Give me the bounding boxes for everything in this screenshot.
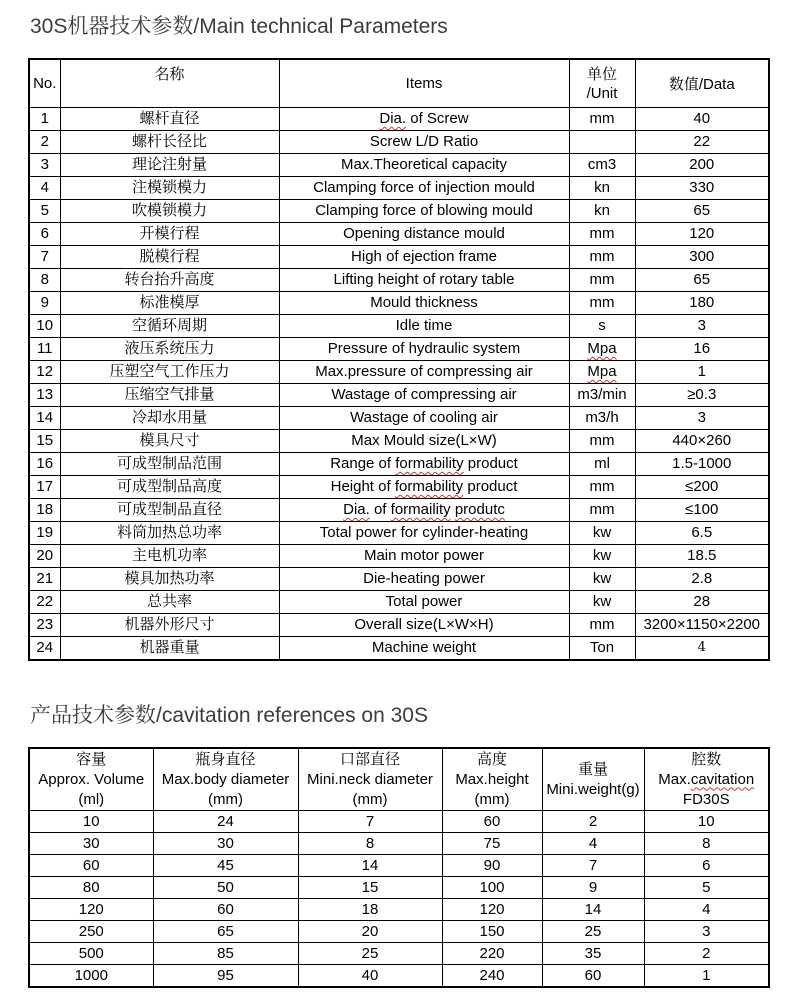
header-line-en: Max.cavitation (658, 770, 755, 788)
cell-item-en: Wastage of cooling air (279, 407, 569, 430)
cell-value: ≤100 (635, 499, 769, 522)
cell-body-diameter: 65 (153, 921, 298, 943)
misspelled-word: Mpa (587, 340, 617, 357)
cell-cavitation: 10 (644, 811, 769, 833)
header-line-en: Approx. Volume (38, 770, 145, 788)
cell-no: 20 (29, 545, 60, 568)
table-row (29, 177, 769, 200)
table-row (29, 131, 769, 154)
header-data: 数值/Data (635, 59, 769, 108)
header-line-en: Max.body diameter (161, 770, 290, 788)
cell-item-en: Pressure of hydraulic system (279, 338, 569, 361)
cell-item-en: Max.pressure of compressing air (279, 361, 569, 384)
cell-unit: kn (569, 200, 635, 223)
cell-name-zh: 料筒加热总功率 (60, 522, 279, 545)
cell-no: 4 (29, 177, 60, 200)
misspelled-word: cavitation (690, 770, 755, 788)
cell-unit: mm (569, 246, 635, 269)
cell-no: 10 (29, 315, 60, 338)
cavitation-references-title: 产品技术参数/cavitation references on 30S (30, 704, 428, 727)
cell-name-zh: 空循环周期 (60, 315, 279, 338)
cell-item-en: Dia. of Screw (279, 108, 569, 131)
cell-no: 18 (29, 499, 60, 522)
cell-body-diameter: 30 (153, 833, 298, 855)
cell-item-en: Idle time (279, 315, 569, 338)
header-no: No. (29, 59, 60, 108)
table-row (29, 499, 769, 522)
table-row (29, 943, 769, 965)
cell-unit: kw (569, 522, 635, 545)
main-table-header-row (29, 59, 769, 108)
main-parameters-table (28, 58, 770, 661)
cell-item-en: Max.Theoretical capacity (279, 154, 569, 177)
cell-volume: 60 (29, 855, 153, 877)
header-col-cavitation (644, 748, 769, 811)
header-items: Items (279, 59, 569, 108)
cell-no: 8 (29, 269, 60, 292)
header-line-zh: 口部直径 (339, 750, 400, 768)
header-unit-en: /Unit (586, 84, 618, 102)
cell-value: 4 (635, 637, 769, 661)
cell-volume: 80 (29, 877, 153, 899)
cell-value: 18.5 (635, 545, 769, 568)
table-row (29, 246, 769, 269)
cell-item-en: High of ejection frame (279, 246, 569, 269)
cell-unit: Ton (569, 637, 635, 661)
cell-body-diameter: 85 (153, 943, 298, 965)
misspelled-word: produtc (454, 501, 505, 518)
cell-unit: kw (569, 568, 635, 591)
cell-cavitation: 2 (644, 943, 769, 965)
cell-no: 22 (29, 591, 60, 614)
cell-value: 22 (635, 131, 769, 154)
cell-weight: 7 (542, 855, 644, 877)
cell-no: 21 (29, 568, 60, 591)
cell-name-zh: 可成型制品高度 (60, 476, 279, 499)
cell-no: 23 (29, 614, 60, 637)
cell-item-en: Range of formability product (279, 453, 569, 476)
cell-no: 15 (29, 430, 60, 453)
cell-name-zh: 理论注射量 (60, 154, 279, 177)
header-line-en: Mini.weight(g) (546, 780, 640, 798)
cell-name-zh: 模具尺寸 (60, 430, 279, 453)
cell-name-zh: 脱模行程 (60, 246, 279, 269)
cell-height: 120 (442, 899, 542, 921)
cell-value: 6.5 (635, 522, 769, 545)
cell-body-diameter: 50 (153, 877, 298, 899)
cell-weight: 4 (542, 833, 644, 855)
cell-unit: mm (569, 476, 635, 499)
cell-volume: 120 (29, 899, 153, 921)
cell-item-en: Main motor power (279, 545, 569, 568)
header-line-sub: FD30S (682, 790, 730, 808)
cell-cavitation: 3 (644, 921, 769, 943)
cell-no: 5 (29, 200, 60, 223)
cell-no: 9 (29, 292, 60, 315)
cell-item-en: Total power (279, 591, 569, 614)
header-line-en: Max.height (455, 770, 529, 788)
cell-name-zh: 机器重量 (60, 637, 279, 661)
cell-name-zh: 可成型制品直径 (60, 499, 279, 522)
cell-unit (569, 361, 635, 384)
cell-name-zh: 开模行程 (60, 223, 279, 246)
table-row (29, 430, 769, 453)
cell-unit: kw (569, 591, 635, 614)
cell-name-zh: 转台抬升高度 (60, 269, 279, 292)
table-row (29, 899, 769, 921)
misspelled-word: Mpa (587, 363, 617, 380)
cell-name-zh: 标准模厚 (60, 292, 279, 315)
cell-item-en: Total power for cylinder-heating (279, 522, 569, 545)
cell-height: 240 (442, 965, 542, 988)
cell-value: 16 (635, 338, 769, 361)
cell-value: 65 (635, 200, 769, 223)
table-row (29, 877, 769, 899)
cell-no: 19 (29, 522, 60, 545)
cell-value: 40 (635, 108, 769, 131)
cell-name-zh: 压缩空气排量 (60, 384, 279, 407)
cell-unit: mm (569, 430, 635, 453)
cell-value: 3200×1150×2200 (635, 614, 769, 637)
misspelled-word: Dia. (343, 501, 370, 518)
cell-cavitation: 1 (644, 965, 769, 988)
cell-weight: 2 (542, 811, 644, 833)
table-row (29, 154, 769, 177)
cell-item-en: Machine weight (279, 637, 569, 661)
cell-body-diameter: 45 (153, 855, 298, 877)
cell-weight: 14 (542, 899, 644, 921)
cell-height: 90 (442, 855, 542, 877)
table-row (29, 338, 769, 361)
cavitation-table-header-row (29, 748, 769, 811)
cell-no: 12 (29, 361, 60, 384)
cell-value: 1 (635, 361, 769, 384)
header-line-zh: 腔数 (691, 750, 722, 768)
main-parameters-title: 30S机器技术参数/Main technical Parameters (30, 15, 448, 38)
table-row (29, 811, 769, 833)
table-row (29, 453, 769, 476)
cell-neck-diameter: 25 (298, 943, 442, 965)
misspelled-word: formability (395, 455, 464, 472)
cell-value: 440×260 (635, 430, 769, 453)
cell-no: 2 (29, 131, 60, 154)
table-row (29, 545, 769, 568)
cell-height: 220 (442, 943, 542, 965)
cell-value: 3 (635, 315, 769, 338)
cell-cavitation: 4 (644, 899, 769, 921)
cell-weight: 35 (542, 943, 644, 965)
cell-weight: 25 (542, 921, 644, 943)
cell-name-zh: 模具加热功率 (60, 568, 279, 591)
header-col-weight (542, 748, 644, 811)
cell-name-zh: 螺杆长径比 (60, 131, 279, 154)
misspelled-word: formaility (390, 501, 451, 518)
table-row (29, 384, 769, 407)
cell-no: 7 (29, 246, 60, 269)
cell-height: 75 (442, 833, 542, 855)
table-row (29, 591, 769, 614)
cell-unit: mm (569, 108, 635, 131)
cell-unit (569, 131, 635, 154)
cell-body-diameter: 60 (153, 899, 298, 921)
cell-unit: cm3 (569, 154, 635, 177)
header-line-sub: (ml) (78, 790, 105, 808)
cell-unit: ml (569, 453, 635, 476)
header-line-zh: 重量 (577, 760, 608, 778)
cell-value: 330 (635, 177, 769, 200)
cell-name-zh: 液压系统压力 (60, 338, 279, 361)
cell-unit: m3/min (569, 384, 635, 407)
cell-neck-diameter: 15 (298, 877, 442, 899)
cell-unit (569, 338, 635, 361)
header-line-sub: (mm) (474, 790, 510, 808)
header-line-zh: 高度 (476, 750, 507, 768)
header-col-height (442, 748, 542, 811)
cell-item-en: Overall size(L×W×H) (279, 614, 569, 637)
table-row (29, 292, 769, 315)
cell-item-en: Mould thickness (279, 292, 569, 315)
cell-unit: kn (569, 177, 635, 200)
table-row (29, 522, 769, 545)
cell-no: 24 (29, 637, 60, 661)
cell-body-diameter: 95 (153, 965, 298, 988)
cell-item-en: Wastage of compressing air (279, 384, 569, 407)
table-row (29, 361, 769, 384)
header-line-sub: (mm) (208, 790, 243, 808)
header-unit (569, 59, 635, 108)
cell-name-zh: 总共率 (60, 591, 279, 614)
cell-neck-diameter: 7 (298, 811, 442, 833)
cell-item-en: Screw L/D Ratio (279, 131, 569, 154)
cell-neck-diameter: 20 (298, 921, 442, 943)
cell-name-zh: 冷却水用量 (60, 407, 279, 430)
cell-unit: mm (569, 614, 635, 637)
cell-neck-diameter: 18 (298, 899, 442, 921)
cell-volume: 30 (29, 833, 153, 855)
cell-volume: 1000 (29, 965, 153, 988)
cell-value: 2.8 (635, 568, 769, 591)
cell-height: 100 (442, 877, 542, 899)
header-unit-zh: 单位 (586, 65, 617, 83)
cell-item-en: Clamping force of blowing mould (279, 200, 569, 223)
cavitation-references-table (28, 747, 770, 988)
cell-no: 17 (29, 476, 60, 499)
table-row (29, 200, 769, 223)
header-col-body-diameter (153, 748, 298, 811)
cell-value: 3 (635, 407, 769, 430)
table-row (29, 476, 769, 499)
cell-no: 1 (29, 108, 60, 131)
cell-item-en: Max Mould size(L×W) (279, 430, 569, 453)
cell-no: 11 (29, 338, 60, 361)
cell-value: 200 (635, 154, 769, 177)
header-col-neck-diameter (298, 748, 442, 811)
cell-cavitation: 8 (644, 833, 769, 855)
cell-name-zh: 主电机功率 (60, 545, 279, 568)
misspelled-word: formability (394, 478, 464, 495)
cell-name-zh: 压塑空气工作压力 (60, 361, 279, 384)
cell-cavitation: 5 (644, 877, 769, 899)
table-row (29, 315, 769, 338)
cell-name-zh: 吹模锁模力 (60, 200, 279, 223)
cell-name-zh: 机器外形尺寸 (60, 614, 279, 637)
cell-value: 180 (635, 292, 769, 315)
cell-item-en: Opening distance mould (279, 223, 569, 246)
cell-unit: m3/h (569, 407, 635, 430)
table-row (29, 855, 769, 877)
cell-item-en: Lifting height of rotary table (279, 269, 569, 292)
cell-unit: s (569, 315, 635, 338)
cell-value: 300 (635, 246, 769, 269)
cell-height: 60 (442, 811, 542, 833)
cell-unit: mm (569, 292, 635, 315)
table-row (29, 223, 769, 246)
cell-no: 14 (29, 407, 60, 430)
table-row (29, 637, 769, 661)
cell-weight: 9 (542, 877, 644, 899)
cell-value: 28 (635, 591, 769, 614)
header-col-volume (29, 748, 153, 811)
cell-volume: 250 (29, 921, 153, 943)
table-row (29, 965, 769, 988)
header-line-sub: (mm) (352, 790, 388, 808)
table-row (29, 407, 769, 430)
header-name-zh: 名称 (60, 59, 279, 108)
cell-value: 1.5-1000 (635, 453, 769, 476)
cell-name-zh: 螺杆直径 (60, 108, 279, 131)
cell-body-diameter: 24 (153, 811, 298, 833)
cell-unit: mm (569, 223, 635, 246)
cell-neck-diameter: 40 (298, 965, 442, 988)
header-line-en: Mini.neck diameter (307, 770, 433, 788)
cell-no: 6 (29, 223, 60, 246)
cell-item-en: Die-heating power (279, 568, 569, 591)
header-line-zh: 瓶身直径 (195, 750, 256, 768)
cell-unit: kw (569, 545, 635, 568)
cell-name-zh: 可成型制品范围 (60, 453, 279, 476)
table-row (29, 614, 769, 637)
cell-neck-diameter: 8 (298, 833, 442, 855)
cell-value: ≥0.3 (635, 384, 769, 407)
cell-item-en: Dia. of formaility produtc (279, 499, 569, 522)
cell-no: 13 (29, 384, 60, 407)
table-row (29, 921, 769, 943)
table-row (29, 108, 769, 131)
misspelled-word: Dia. (379, 110, 407, 127)
cell-name-zh: 注模锁模力 (60, 177, 279, 200)
cell-height: 150 (442, 921, 542, 943)
cell-unit: mm (569, 499, 635, 522)
table-row (29, 833, 769, 855)
table-row (29, 568, 769, 591)
cell-cavitation: 6 (644, 855, 769, 877)
cell-value: ≤200 (635, 476, 769, 499)
cell-neck-diameter: 14 (298, 855, 442, 877)
cell-volume: 10 (29, 811, 153, 833)
cell-no: 16 (29, 453, 60, 476)
cell-value: 65 (635, 269, 769, 292)
cell-volume: 500 (29, 943, 153, 965)
cell-weight: 60 (542, 965, 644, 988)
table-row (29, 269, 769, 292)
header-line-zh: 容量 (76, 750, 107, 768)
cell-no: 3 (29, 154, 60, 177)
cell-item-en: Clamping force of injection mould (279, 177, 569, 200)
cell-value: 120 (635, 223, 769, 246)
cell-item-en: Height of formability product (279, 476, 569, 499)
cell-unit: mm (569, 269, 635, 292)
